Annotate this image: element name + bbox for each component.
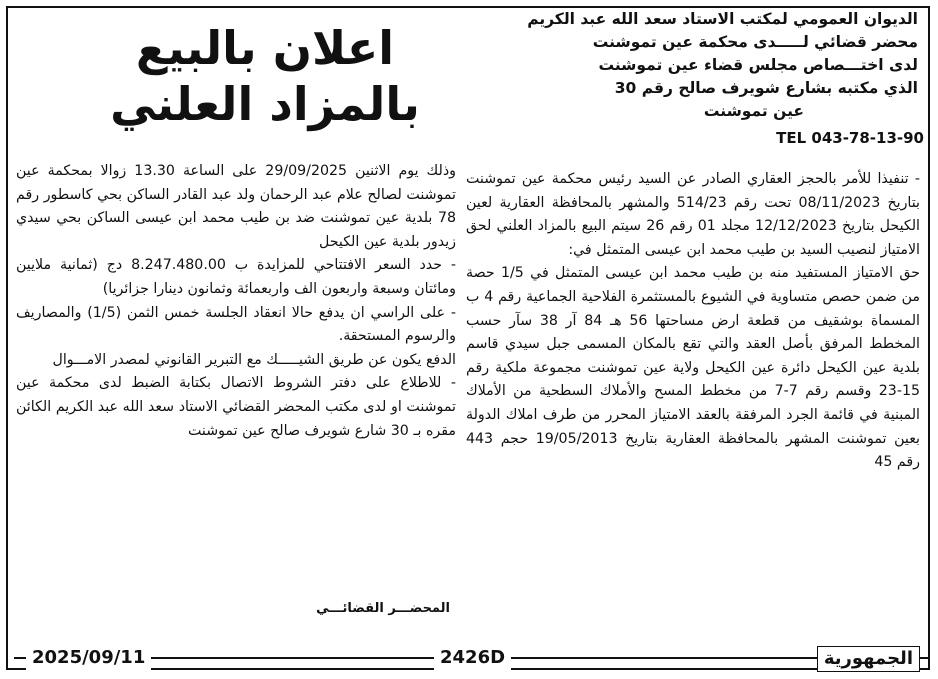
title-line: بالمزاد العلني — [110, 77, 420, 131]
left-column — [16, 160, 456, 443]
header-line: الذي مكتبه بشارع شويرف صالح رقم 30 — [614, 79, 918, 97]
paragraph: - للاطلاع على دفتر الشروط الاتصال بكتابة الضبط لدى محكمة عين تموشنت او لدى مكتب المحضر القضائي الاستاد سعد الله عبد الكريم الكائن مقره بـ 30 شارع شويرف صالح عين تموشنت — [16, 375, 456, 439]
paragraph: وذلك يوم الاثنين 29/09/2025 على الساعة 13.30 زوالا بمحكمة عين تموشنت لصالح علام عبد الرحمان ولد عبد القادر الساكن بحي كاسطور رقم 78 بلدية عين تموشنت ضد بن طيب محمد ابن عيسى الساكن بحي سيدي زيدور بلدية عين الكيحل — [16, 163, 456, 250]
header-line: عين تموشنت — [703, 102, 804, 120]
telephone: TEL 043-78-13-90 — [776, 129, 924, 147]
announcement-title — [100, 20, 430, 132]
header-line: الديوان العمومي لمكتب الاستاد سعد الله عبد الكريم — [527, 10, 918, 28]
footer-date: 2025/09/11 — [26, 646, 151, 670]
right-column — [466, 168, 920, 475]
paragraph: - تنفيذا للأمر بالحجز العقاري الصادر عن السيد رئيس محكمة عين تموشنت بتاريخ 08/11/2023 تحت رقم 514/23 والمشهر بالمحافظة العقارية لعين الكيحل بتاريخ 12/12/2023 مجلد 01 رقم 26 سيتم البيع بالمزاد العلني لحق الامتياز لنصيب السيد بن طيب محمد ابن عيسى المتمثل في: — [466, 171, 920, 258]
title-line: اعلان بالبيع — [135, 21, 395, 75]
signature: المحضـــر القضائـــي — [316, 601, 450, 616]
footer — [14, 646, 930, 672]
header-line: محضر قضائي لـــــدى محكمة عين تموشنت — [592, 33, 918, 51]
newspaper-logo: الجمهورية — [817, 646, 920, 672]
header-line: لدى اختـــصاص مجلس قضاء عين تموشنت — [598, 56, 918, 74]
paragraph: - على الراسي ان يدفع حالا انعقاد الجلسة خمس الثمن (1/5) والمصاريف والرسوم المستحقة. — [16, 304, 456, 345]
paragraph: - حدد السعر الافتتاحي للمزايدة ب 8.247.480.00 دج (ثمانية ملايين ومائتان وسبعة واربعون الف واربعمائة وثمانون دينارا جزائريا) — [16, 257, 456, 297]
paragraph: حق الامتياز المستفيد منه بن طيب محمد ابن عيسى المتمثل في 1/5 حصة من ضمن حصص متساوية في الشيوع بالمستثمرة الفلاحية الجماعية رقم 4 ب المسماة بوشقيف من قطعة ارض مساحتها 56 هـ 84 آر 38 سآر حسب المخطط المرفق بأصل العقد والتي تقع بالمكان المسمى جبل سيدي قاسم بلدية عين الكيحل دائرة عين الكيحل ولاية عين تموشنت مجموعة ملكية رقم 15-23 وقسم رقم 7-7 من مخطط المسح والأملاك السطحية من الأملاك المبنية في قائمة الجرد المرفقة بالعقد الامتياز المحرر من طرف املاك الدولة بعين تموشنت المشهر بالمحافظة العقارية بتاريخ 19/05/2013 حجم 443 رقم 45 — [466, 265, 921, 471]
paragraph: الدفع يكون عن طريق الشيـــــك مع التبرير القانوني لمصدر الامـــوال — [52, 351, 456, 368]
header-block — [462, 8, 924, 147]
footer-code: 2426D — [434, 646, 511, 670]
